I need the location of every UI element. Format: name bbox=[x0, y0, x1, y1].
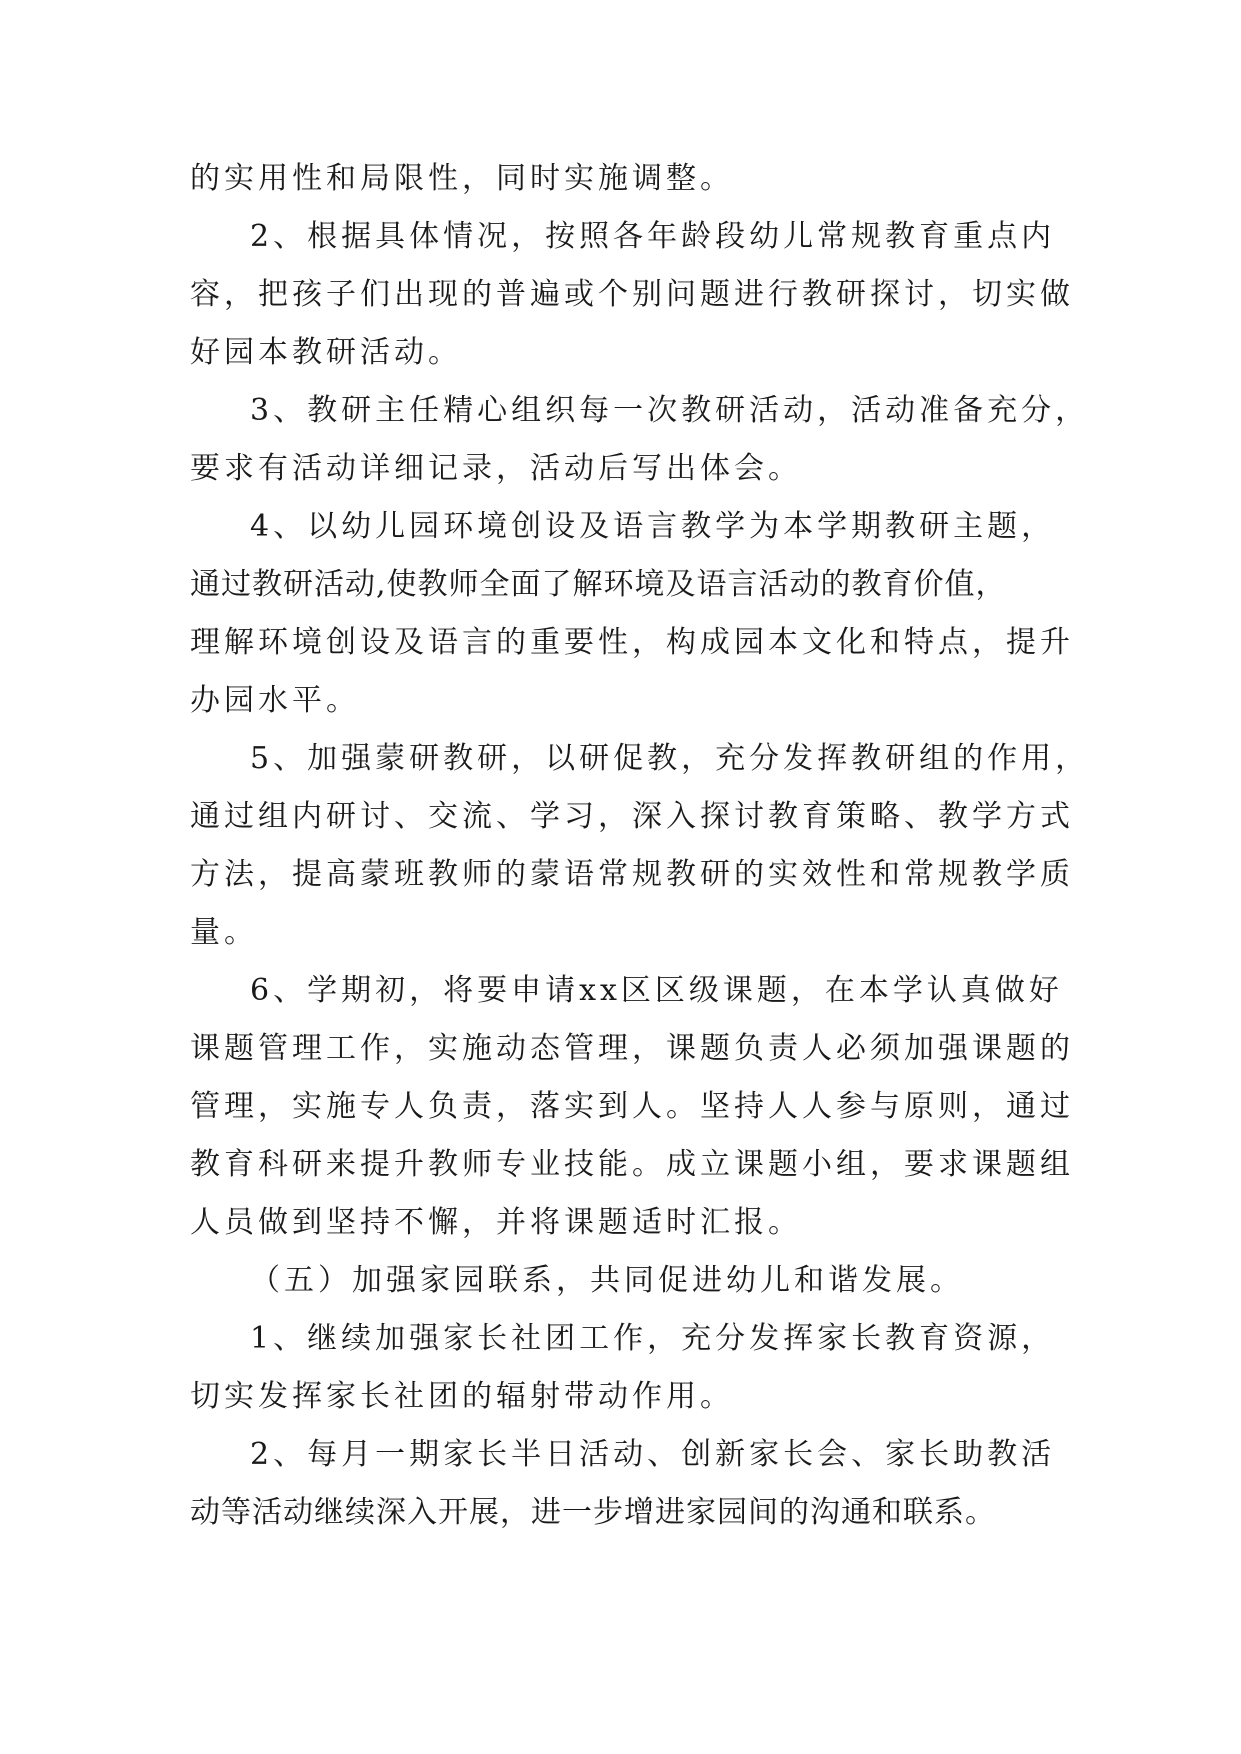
paragraph-line: 2、每月一期家长半日活动、创新家长会、家长助教活 bbox=[250, 1437, 1056, 1472]
paragraph-line: 动等活动继续深入开展，进一步增进家园间的沟通和联系。 bbox=[190, 1495, 996, 1530]
paragraph-line: 办园水平。 bbox=[190, 683, 360, 718]
paragraph-line: 通过教研活动,使教师全面了解环境及语言活动的教育价值， bbox=[190, 567, 1007, 602]
paragraph-line: 人员做到坚持不懈，并将课题适时汇报。 bbox=[190, 1205, 802, 1240]
paragraph-line: 2、根据具体情况，按照各年龄段幼儿常规教育重点内 bbox=[250, 219, 1056, 254]
paragraph-line: 教育科研来提升教师专业技能。成立课题小组，要求课题组 bbox=[190, 1147, 1074, 1182]
paragraph-line: 1、继续加强家长社团工作，充分发挥家长教育资源， bbox=[250, 1321, 1056, 1356]
paragraph-line: 5、加强蒙研教研，以研促教，充分发挥教研组的作用， bbox=[250, 741, 1090, 776]
paragraph-line: 量。 bbox=[190, 915, 258, 950]
paragraph-line: 方法，提高蒙班教师的蒙语常规教研的实效性和常规教学质 bbox=[190, 857, 1074, 892]
paragraph-line: 要求有活动详细记录，活动后写出体会。 bbox=[190, 451, 802, 486]
paragraph-line: 通过组内研讨、交流、学习，深入探讨教育策略、教学方式 bbox=[190, 799, 1074, 834]
paragraph-line: 切实发挥家长社团的辐射带动作用。 bbox=[190, 1379, 734, 1414]
document-body bbox=[190, 150, 1090, 1542]
paragraph-line: 容，把孩子们出现的普遍或个别问题进行教研探讨，切实做 bbox=[190, 277, 1074, 312]
paragraph-line: 6、学期初，将要申请xx区区级课题，在本学认真做好 bbox=[250, 973, 1063, 1008]
paragraph-line: 管理，实施专人负责，落实到人。坚持人人参与原则，通过 bbox=[190, 1089, 1074, 1124]
paragraph-line: 的实用性和局限性，同时实施调整。 bbox=[190, 161, 734, 196]
paragraph-line: 3、教研主任精心组织每一次教研活动，活动准备充分， bbox=[250, 393, 1090, 428]
paragraph-line: 4、以幼儿园环境创设及语言教学为本学期教研主题， bbox=[250, 509, 1056, 544]
paragraph-line: 理解环境创设及语言的重要性，构成园本文化和特点，提升 bbox=[190, 625, 1074, 660]
paragraph-line: 课题管理工作，实施动态管理，课题负责人必须加强课题的 bbox=[190, 1031, 1074, 1066]
paragraph-line: 好园本教研活动。 bbox=[190, 335, 462, 370]
section-heading: （五）加强家园联系，共同促进幼儿和谐发展。 bbox=[250, 1263, 964, 1298]
